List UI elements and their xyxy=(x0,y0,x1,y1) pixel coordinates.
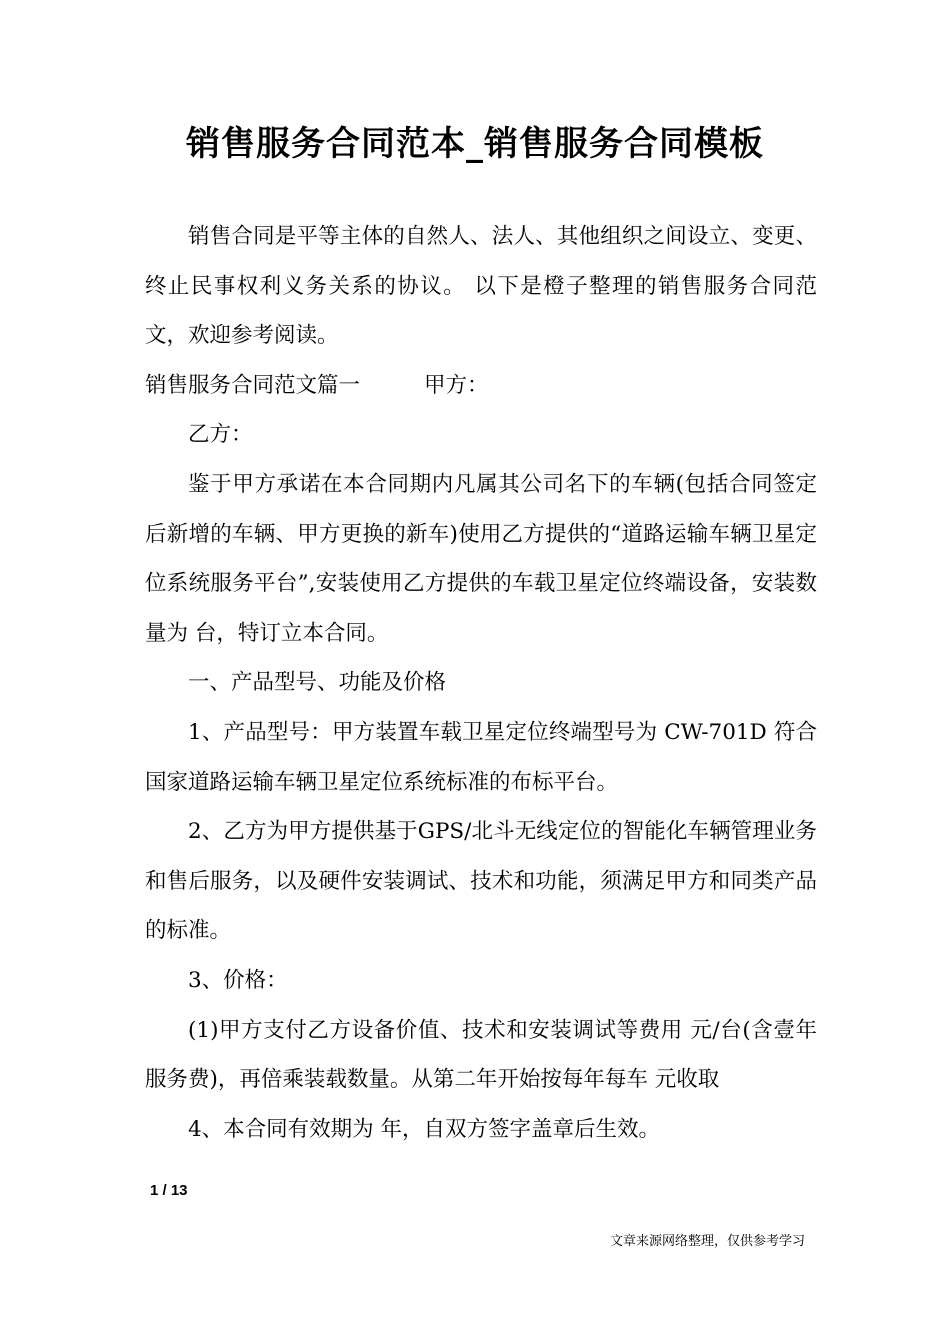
document-body xyxy=(145,212,817,1154)
section-heading-line xyxy=(145,361,817,411)
clause-1-heading: 一、产品型号、功能及价格 xyxy=(188,670,447,696)
clause-item-3-1: (1)甲方支付乙方设备价值、技术和安装调试等费用 元/台(含壹年服务费)，再倍乘装载数量。从第二年开始按每年每车 元收取 xyxy=(145,1017,817,1093)
whereas-paragraph: 鉴于甲方承诺在本合同期内凡属其公司名下的车辆(包括合同签定后新增的车辆、甲方更换的新车)使用乙方提供的“道路运输车辆卫星定位系统服务平台”,安装使用乙方提供的车载卫星定位终端设备，安装数量为 台，特订立本合同。 xyxy=(145,471,817,646)
clause-item-1: 1、产品型号：甲方装置车载卫星定位终端型号为 CW-701D 符合国家道路运输车辆卫星定位系统标准的布标平台。 xyxy=(145,719,817,795)
clause-item-2: 2、乙方为甲方提供基于GPS/北斗无线定位的智能化车辆管理业务和售后服务，以及硬件安装调试、技术和功能，须满足甲方和同类产品的标准。 xyxy=(145,819,817,944)
page-number: 1 / 13 xyxy=(150,1182,188,1199)
clause-item-3: 3、价格： xyxy=(188,967,288,993)
clause-item-4: 4、本合同有效期为 年，自双方签字盖章后生效。 xyxy=(188,1116,661,1142)
party-b-label: 乙方： xyxy=(188,422,253,448)
section-heading: 销售服务合同范文篇一 xyxy=(145,372,361,398)
source-note: 文章来源网络整理，仅供参考学习 xyxy=(609,1234,805,1249)
document-title: 销售服务合同范本_销售服务合同模板 xyxy=(186,124,764,164)
intro-paragraph: 销售合同是平等主体的自然人、法人、其他组织之间设立、变更、终止民事权利义务关系的协议。 以下是橙子整理的销售服务合同范文，欢迎参考阅读。 xyxy=(145,224,817,349)
party-a-label: 甲方： xyxy=(424,372,489,398)
